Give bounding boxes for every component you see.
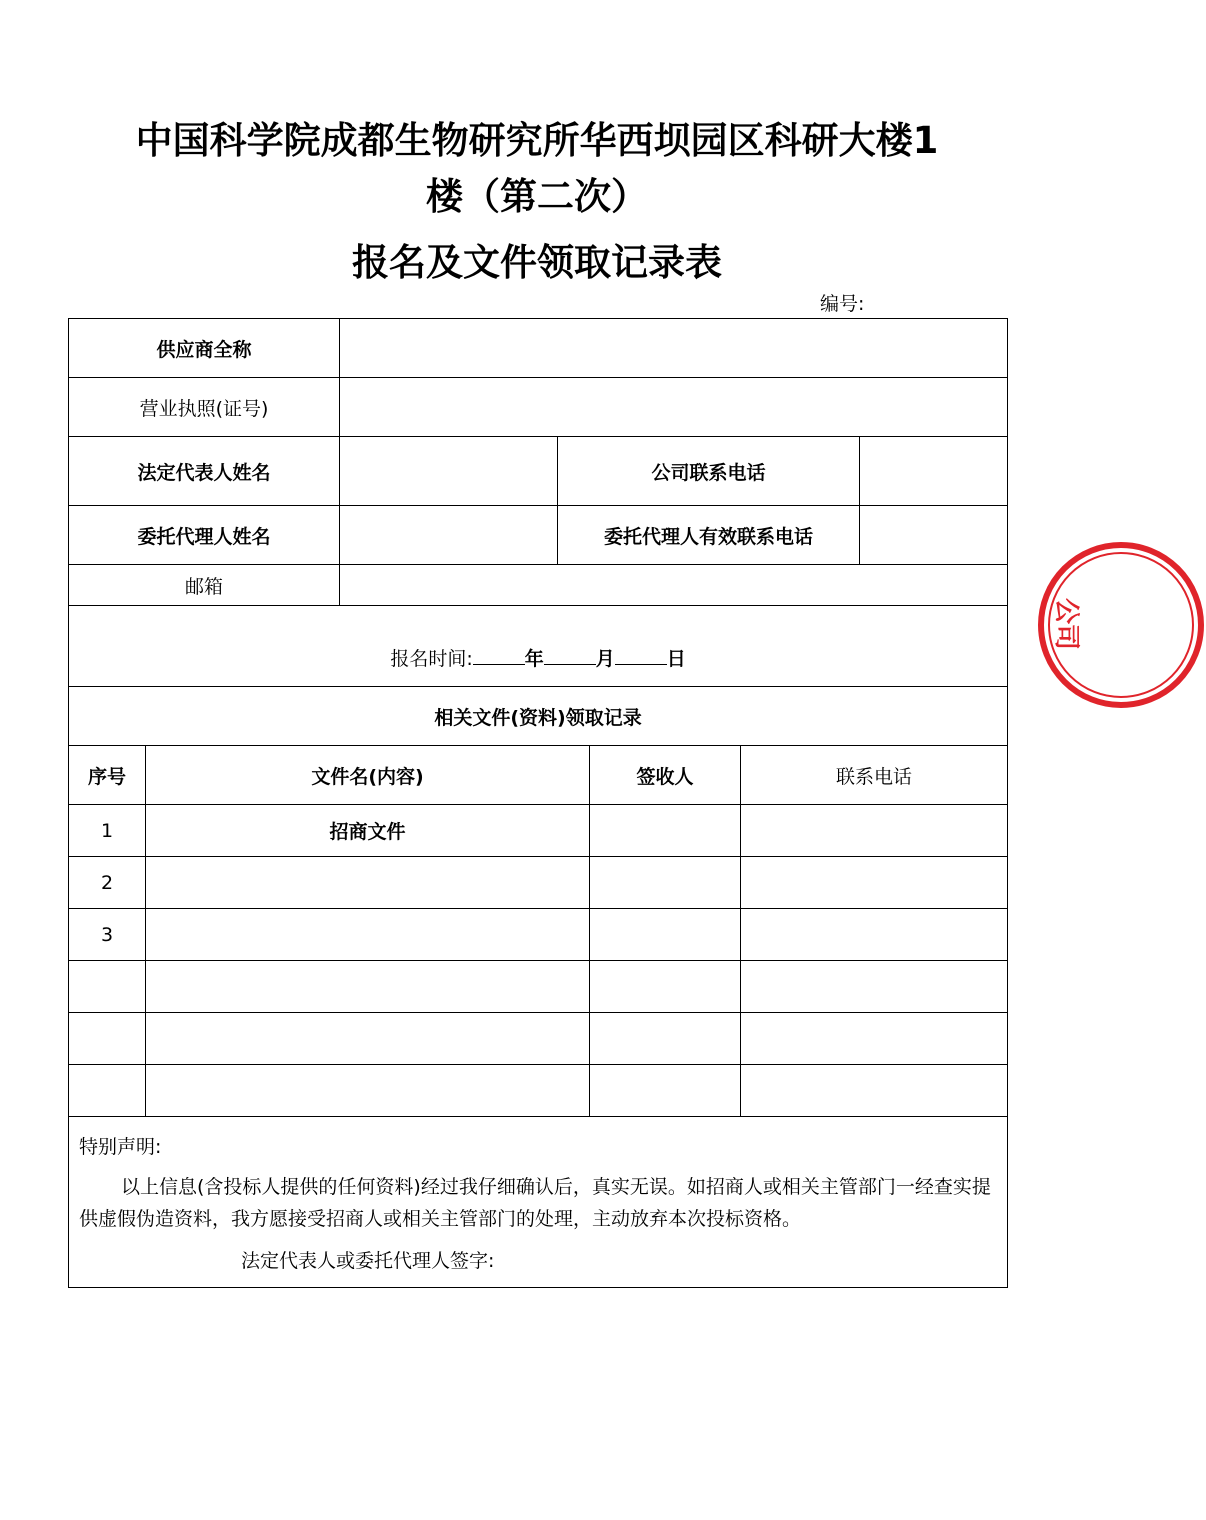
company-phone-field[interactable] xyxy=(860,437,1008,506)
row-number xyxy=(69,1065,146,1117)
declaration-heading: 特别声明: xyxy=(79,1136,162,1158)
row-file-name[interactable] xyxy=(146,1065,590,1117)
row-number: 2 xyxy=(69,857,146,909)
email-field[interactable] xyxy=(340,565,1008,606)
table-row xyxy=(69,1013,1008,1065)
business-license-row xyxy=(69,378,1008,437)
business-license-field[interactable] xyxy=(340,378,1008,437)
agent-name-field[interactable] xyxy=(340,506,558,565)
table-row xyxy=(69,909,1008,961)
table-row xyxy=(69,1065,1008,1117)
supplier-name-field[interactable] xyxy=(340,319,1008,378)
agent-row xyxy=(69,506,1008,565)
row-phone-field[interactable] xyxy=(741,857,1008,909)
declaration-cell xyxy=(69,1117,1008,1288)
column-header-phone: 联系电话 xyxy=(741,746,1008,805)
document-title-line3: 报名及文件领取记录表 xyxy=(352,241,722,284)
row-number: 3 xyxy=(69,909,146,961)
row-phone-field[interactable] xyxy=(741,1065,1008,1117)
supplier-name-row xyxy=(69,319,1008,378)
email-label: 邮箱 xyxy=(69,565,340,606)
email-row xyxy=(69,565,1008,606)
document-title-line2: 楼（第二次） xyxy=(426,175,648,218)
row-phone-field[interactable] xyxy=(741,805,1008,857)
row-signer-field[interactable] xyxy=(590,961,741,1013)
signup-time-row xyxy=(69,606,1008,687)
legal-rep-field[interactable] xyxy=(340,437,558,506)
row-number xyxy=(69,1013,146,1065)
row-signer-field[interactable] xyxy=(590,805,741,857)
records-title: 相关文件(资料)领取记录 xyxy=(69,687,1008,746)
row-signer-field[interactable] xyxy=(590,1065,741,1117)
declaration-row xyxy=(69,1117,1008,1288)
legal-rep-label: 法定代表人姓名 xyxy=(69,437,340,506)
agent-phone-label: 委托代理人有效联系电话 xyxy=(558,506,860,565)
table-row xyxy=(69,857,1008,909)
row-signer-field[interactable] xyxy=(590,857,741,909)
row-file-name[interactable] xyxy=(146,909,590,961)
day-label: 日 xyxy=(666,647,686,670)
column-header-signer: 签收人 xyxy=(590,746,741,805)
row-signer-field[interactable] xyxy=(590,1013,741,1065)
row-number: 1 xyxy=(69,805,146,857)
signature-label: 法定代表人或委托代理人签字: xyxy=(241,1250,495,1272)
records-header-row xyxy=(69,746,1008,805)
month-blank[interactable] xyxy=(544,646,596,665)
company-phone-label: 公司联系电话 xyxy=(558,437,860,506)
row-file-name[interactable] xyxy=(146,1013,590,1065)
row-phone-field[interactable] xyxy=(741,1013,1008,1065)
row-file-name: 招商文件 xyxy=(146,805,590,857)
supplier-name-label: 供应商全称 xyxy=(69,319,340,378)
column-header-file-name: 文件名(内容) xyxy=(146,746,590,805)
row-phone-field[interactable] xyxy=(741,961,1008,1013)
document-title-line1: 中国科学院成都生物研究所华西坝园区科研大楼1 xyxy=(135,119,939,162)
signup-time-cell xyxy=(69,606,1008,687)
business-license-label: 营业执照(证号) xyxy=(69,378,340,437)
column-header-no: 序号 xyxy=(69,746,146,805)
table-row xyxy=(69,805,1008,857)
row-file-name[interactable] xyxy=(146,857,590,909)
agent-name-label: 委托代理人姓名 xyxy=(69,506,340,565)
table-row xyxy=(69,961,1008,1013)
row-number xyxy=(69,961,146,1013)
records-title-row xyxy=(69,687,1008,746)
row-file-name[interactable] xyxy=(146,961,590,1013)
company-seal-stamp xyxy=(1036,540,1206,710)
declaration-body: 以上信息(含投标人提供的任何资料)经过我仔细确认后，真实无误。如招商人或相关主管部门一经查实提供虚假伪造资料，我方愿接受招商人或相关主管部门的处理，主动放弃本次投标资格。 xyxy=(79,1176,991,1230)
serial-number-label: 编号: xyxy=(820,293,865,315)
seal-text: 公司 xyxy=(1051,598,1081,651)
day-blank[interactable] xyxy=(615,646,667,665)
legal-rep-row xyxy=(69,437,1008,506)
year-label: 年 xyxy=(524,647,544,670)
registration-form-table xyxy=(68,318,1008,1288)
agent-phone-field[interactable] xyxy=(860,506,1008,565)
month-label: 月 xyxy=(595,647,615,670)
row-signer-field[interactable] xyxy=(590,909,741,961)
signup-time-label: 报名时间: xyxy=(390,647,473,670)
year-blank[interactable] xyxy=(473,646,525,665)
row-phone-field[interactable] xyxy=(741,909,1008,961)
